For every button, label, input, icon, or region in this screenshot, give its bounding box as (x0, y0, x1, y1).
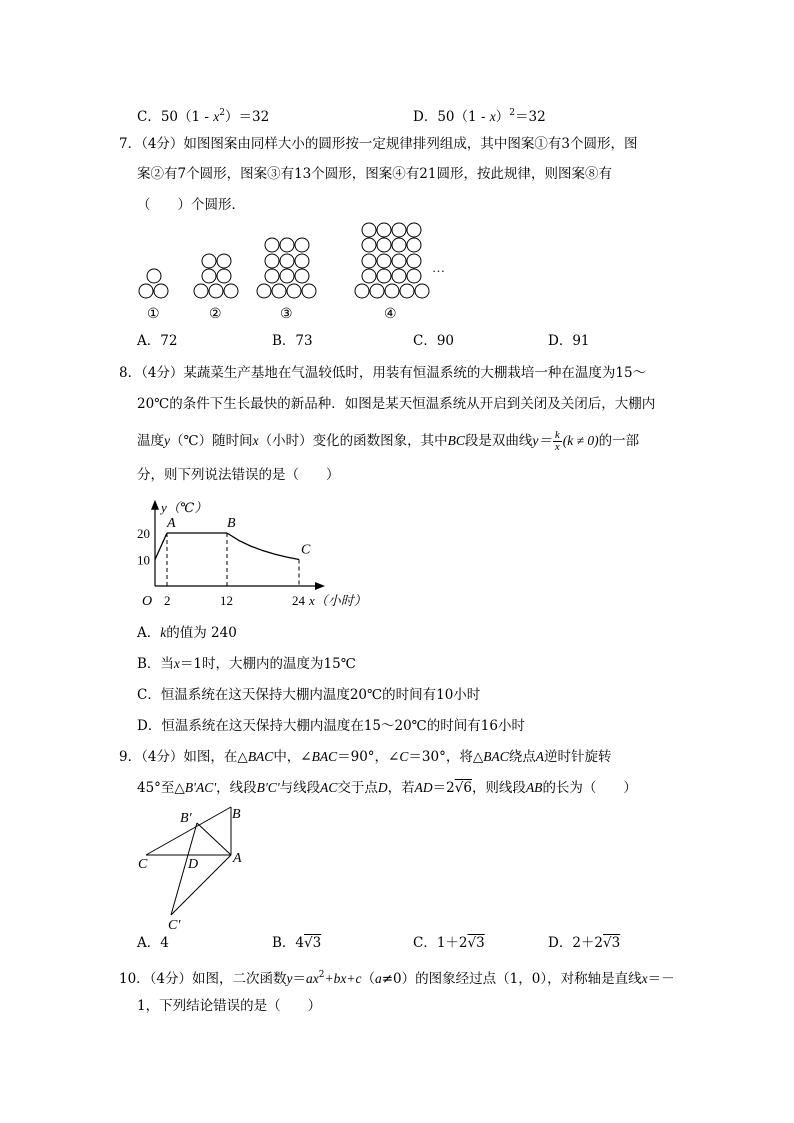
point-label-b: B (227, 516, 236, 531)
x-tick-label-12: 12 (220, 593, 233, 608)
point-label-c: C (301, 542, 311, 558)
origin-label: O (142, 594, 153, 609)
q7-option-b: B．73 (272, 333, 313, 349)
pattern-label-1: ① (147, 307, 160, 322)
q6-option-c: C．$50(1 - x^2)=32$ (137, 108, 270, 125)
q8-line-4: 分，则下列说法错误的是（ ） (137, 467, 340, 483)
q8-option-c: C．恒温系统在这天保持大棚内温度20℃的时间有10小时 (137, 687, 481, 703)
x-tick-label-24: 24 (292, 593, 305, 608)
q10-line-2: 1，下列结论错误的是（ ） (137, 998, 322, 1014)
q8-line-1: 8．（4分）某蔬菜生产基地在气温较低时，用装有恒温系统的大棚栽培一种在温度为15～ (119, 365, 647, 381)
label-b: B (232, 807, 241, 822)
q9-option-d: D．2＋2√3 (548, 935, 621, 951)
q10-line-1: 10．（4分）如图，二次函数$y=ax^2+bx+c(a\ne 0)$的图象经过点（1，0），对称轴是直线x＝－ (119, 970, 675, 987)
q8-option-d: D．恒温系统在这天保持大棚内温度在15～20℃的时间有16小时 (137, 718, 525, 734)
hyperbola-fraction: $\frac{k}{x}$ (554, 429, 560, 453)
q9-option-c: C．1＋2√3 (413, 935, 485, 951)
q6-option-d: D．50（1 - x）$^2$＝32 (413, 108, 546, 125)
q8-option-a: A．k的值为 240 (137, 625, 237, 641)
label-a: A (233, 851, 242, 866)
y-tick-label-10: 10 (137, 552, 150, 568)
label-b-prime: B′ (180, 811, 192, 826)
point-label-a: A (167, 516, 176, 531)
q8-option-b: B．当x＝1时，大棚内的温度为15℃ (137, 656, 356, 672)
q9-line-2: 45°至△B'AC'，线段B'C'与线段AC交于点D，若AD＝2√6，则线段AB的长为（ ） (137, 780, 637, 796)
pattern-label-2: ② (209, 307, 222, 322)
pattern-label-3: ③ (280, 307, 293, 322)
label-d: D (188, 857, 199, 872)
q7-option-a: A．72 (137, 333, 178, 349)
y-tick-label-20: 20 (137, 526, 150, 541)
q9-option-b: B．4√3 (272, 935, 322, 951)
label-c: C (138, 857, 148, 872)
q9-option-a: A．4 (137, 935, 169, 951)
q7-line-1: 7．（4分）如图图案由同样大小的圆形按一定规律排列组成，其中图案①有3个圆形，图 (119, 136, 638, 152)
label-c-prime: C′ (168, 918, 181, 933)
q8-line-2: 20℃的条件下生长最快的新品种．如图是某天恒温系统从开启到关闭及关闭后，大棚内 (137, 396, 656, 412)
pattern-ellipsis: … (432, 260, 445, 275)
x-axis-label: x（小时） (309, 593, 367, 608)
x-tick-label-2: 2 (164, 593, 171, 608)
q7-line-3: （ ）个圆形． (137, 197, 245, 213)
q7-option-d: D．91 (548, 333, 590, 349)
pattern-label-4: ④ (384, 307, 397, 322)
q7-option-c: C．90 (413, 333, 455, 349)
radical: √6 (454, 780, 472, 796)
y-axis-label: y（℃） (161, 499, 208, 515)
q9-line-1: 9．（4分）如图，在△BAC中，∠BAC＝90°，∠C＝30°，将△BAC绕点A逆时针旋转 (119, 749, 612, 765)
q8-line-3: 温度y（℃）随时间x（小时）变化的函数图象，其中BC段是双曲线y＝ $\frac{k}{x}$ (k ≠ 0)的一部 (137, 429, 640, 453)
q7-line-2: 案②有7个圆形，图案③有13个圆形，图案④有21圆形，按此规律，则图案⑧有 (137, 166, 612, 182)
